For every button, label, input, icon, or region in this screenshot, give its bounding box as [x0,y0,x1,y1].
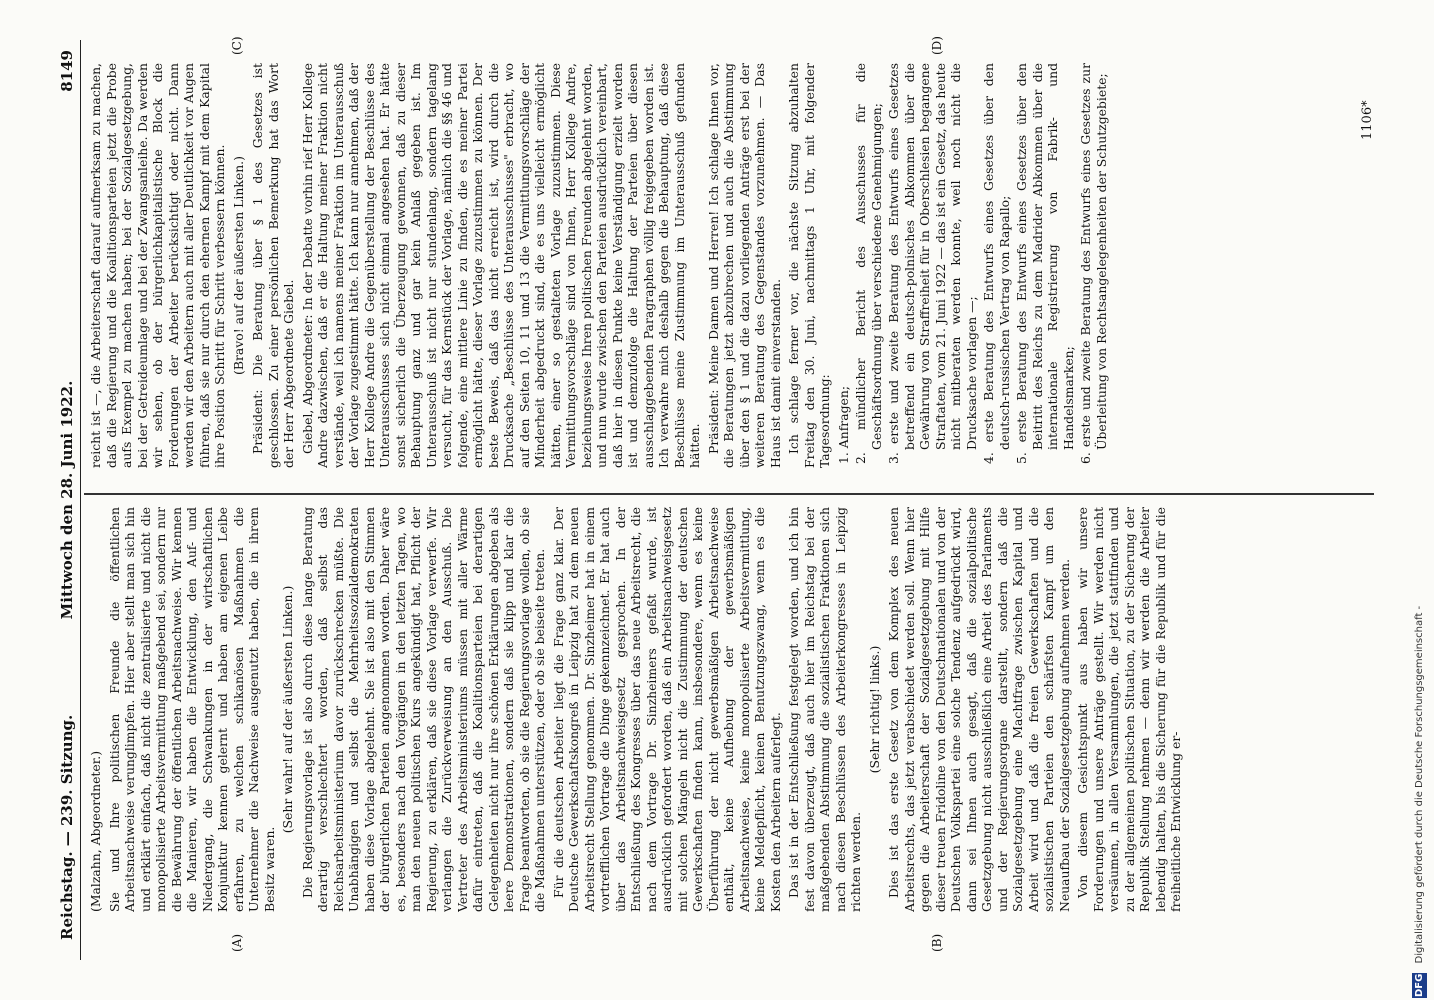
paragraph: Das ist in der Entschließung festgelegt worden, und ich bin fest davon überzeugt, daß auch hier im Reichstag bei der maßgebenden Abstimmung die sozialistischen Fraktionen sich nach diesen Beschlüssen des Arbeiterkongresses in Leipzig richten werden. [786,507,863,912]
interjection: (Bravo! auf der äußersten Linken.) [230,156,246,375]
right-column [88,63,1388,468]
header-date: Mittwoch den 28. Juni 1922. [58,380,76,620]
giebel-statement: Giebel, Abgeordneter: In der Debatte vorhin rief Herr Kollege Andre dazwischen, daß er die Haltung meiner Fraktion nicht verstände, weil ich namens meiner Fraktion im Unterausschuß der Vorlage zugestimmt hätte. Ich kann nur annehmen, daß der Herr Kollege Andre die Gegenüberstellung der Beschlüsse des Unterausschusses sich nicht einmal angesehen hat. Er hätte sonst sicherlich die Überzeugung gewonnen, daß zu dieser Behauptung ganz und gar kein Anlaß gegeben ist. Im Unterausschuß ist nicht nur stundenlang, sondern tagelang versucht, für das Kernstück der Vorlage, nämlich die §§ 46 und folgende, eine mittlere Linie zu finden, die es meiner Partei ermöglicht hätte, dieser Vorlage zuzustimmen zu können. Der beste Beweis, daß das nicht erreicht ist, wird durch die Drucksache „Beschlüsse des Unterausschusses" erbracht, wo auf den Seiten 10, 11 und 13 die Vermittlungsvorschläge der Minderheit abgedruckt sind, die es uns vielleicht ermöglicht hätten, einer so gestalteten Vorlage zuzustimmen. Diese Vermittlungsvorschläge sind von Ihnen, Herr Kollege Andre, beziehungsweise Ihren politischen Freunden abgelehnt worden, und nun wurde zwischen den Parteien ausdrücklich vereinbart, daß hier in diesen Punkte keine Verständigung erzielt worden ist und demzufolge die Haltung der Parteien über diesen ausschlaggebenden Paragraphen völlig freigegeben worden ist. Ich verwahre mich deshalb gegen die Behauptung, daß diese Beschlüsse meine Zustimmung im Unterausschuß gefunden hätten. [299,63,702,468]
dfg-note-text: Digitalisierung gefördert durch die Deutsche Forschungsgemeinschaft - [1414,605,1425,964]
paragraph: reicht ist —, die Arbeiterschaft darauf aufmerksam zu machen, daß die Regierung und die Koalitionsparteien jetzt die Probe aufs Exempel zu machen haben; bei der Sozialgesetzgebung, bei der Getreideumlage und bei der Zwangsanleihe. Da werden wir sehen, ob der bürgerlichkapitalistische Block die Forderungen der Arbeiter berücksichtigt oder nicht. Dann werden wir den Arbeitern auch mit aller Deutlichkeit vor Augen führen, daß sie nur durch den ehernen Kampf mit dem Kapital ihre Position Schritt für Schritt verbessern können. [88,63,227,468]
margin-marker-a: (A) [230,933,244,952]
margin-marker-c: (C) [230,36,244,55]
agenda-item: 2. mündlicher Bericht des Ausschusses für die Geschäftsordnung über verschiedene Genehmigungen; [853,63,884,464]
interjection: (Sehr wahr! auf der äußersten Linken.) [280,585,295,834]
margin-marker-d: (D) [930,36,944,55]
dfg-note [1412,8,1432,998]
paragraph: Sie und Ihre politischen Freunde die öffentlichen Arbeitsnachweise verunglimpfen. Hier aber stellt man sich hin und erklärt einfach, daß nicht die zentralisierte und nicht die monopolisierte Arbeitsvermittlung maßgebend sei, sondern nur die Bewährung der öffentlichen Arbeitsnachweise. Wir kennen die Manieren, wir haben die Entwicklung, den Auf- und Niedergang, die Schwankungen in der wirtschaftlichen Konjunktur kennen gelernt und haben am eigenen Leibe erfahren, zu welchen schikanösen Maßnahmen die Unternehmer die Nachweise ausgenutzt haben, die in ihrem Besitz waren. [106,507,277,912]
president-statement: Präsident: Die Beratung über § 1 des Gesetzes ist geschlossen. Zu einer persönlichen Bemerkung hat das Wort der Herr Abgeordnete Giebel. [250,63,296,468]
paragraph: Die Regierungsvorlage ist also durch diese lange Beratung derartig verschlechtert worden, daß selbst das Reichsarbeitsministerium davor zurückschrecken müßte. Die Unabhängigen und selbst die Mehrheitssozialdemokraten haben diese Vorlage abgelehnt. Sie ist also mit den Stimmen der bürgerlichen Parteien angenommen worden. Daher wäre es, besonders nach den Vorgängen in den letzten Tagen, wo man den neuen politischen Kurs angekündigt hat, Pflicht der Regierung, zu erklären, daß sie diese Vorlage verwerfe. Wir verlangen die Zurückverweisung an den Ausschuß. Die Vertreter des Arbeitsministeriums müssen mit aller Wärme dafür eintreten, daß die Koalitionsparteien bei derartigen Gelegenheiten nicht nur ihre schönen Erklärungen abgeben als leere Demonstrationen, sondern daß sie klipp und klar die Frage beantworten, ob sie die Regierungsvorlage wollen, ob sie die Maßnahmen unterstützen, oder ob sie beiseite treten. [299,507,547,912]
president-statement: Präsident: Meine Damen und Herren! Ich schlage Ihnen vor, die Beratungen jetzt abzubrechen und auch die Abstimmung über den § 1 und die dazu vorliegenden Anträge erst bei der weiteren Beratung des Gegenstandes vorzunehmen. — Das Haus ist damit einverstanden. [705,63,783,468]
column-divider [84,494,1374,496]
paragraph: Von diesem Gesichtspunkt aus haben wir unsere Forderungen und unsere Anträge gestellt. Wir werden nicht versäumen, in allen Versammlungen, die jetzt stattfinden und zu der allgemeinen politischen Situation, zu der Sicherung der Republik Stellung nehmen — denn wir werden die Arbeiter lebendig halten, bis die Sicherung für die Republik und für die freiheitliche Entwicklung er- [1075,507,1183,912]
agenda-item: 4. erste Beratung des Entwurfs eines Gesetzes über den deutsch-russischen Vertrag von Rapallo; [981,63,1012,464]
paragraph: Dies ist das erste Gesetz von dem Komplex des neuen Arbeitsrechts, das jetzt verabschiedet werden soll. Wenn hier gegen die Arbeiterschaft der Sozialgesetzgebung mit Hilfe dieser treuen Fridoline von den Deutschnationalen und von der Deutschen Volkspartei eine solche Tendenz aufgedrückt wird, dann sei Ihnen auch gesagt, daß die sozialpolitische Gesetzgebung nicht ausschließlich eine Arbeit des Parlaments und der Regierungsorgane darstellt, sondern daß die Sozialgesetzgebung eine Machtfrage zwischen Kapital und Arbeit wird und daß die freien Gewerkschaften und die sozialistischen Parteien den schärfsten Kampf um den Neuaufbau der Sozialgesetzgebung aufnehmen werden. [886,507,1072,912]
agenda-item: 6. erste und zweite Beratung des Entwurfs eines Gesetzes zur Überleitung von Rechtsangelegenheiten der Schutzgebiete; [1078,63,1109,464]
page-header [58,40,81,960]
header-page-number: 8149 [58,50,76,92]
paragraph: Ich schlage ferner vor, die nächste Sitzung abzuhalten Freitag den 30. Juni, nachmittags 1 Uhr, mit folgender Tagesordnung: [786,63,832,468]
header-session: Reichstag. — 239. Sitzung. [58,714,76,940]
agenda-item: 5. erste Beratung des Entwurfs eines Gesetzes über den Beitritt des Reichs zu dem Madrider Abkommen über die internationale Registrierung von Fabrik- und Handelsmarken; [1014,63,1076,464]
dfg-badge: DFG [1414,973,1425,997]
left-column [88,507,1388,912]
margin-marker-b: (B) [930,933,944,952]
agenda-item: 1. Anfragen; [835,385,851,464]
interjection: (Sehr richtig! links.) [866,645,882,774]
speaker-tag: (Malzahn, Abgeordneter.) [88,750,103,912]
agenda-item: 3. erste und zweite Beratung des Entwurfs eines Gesetzes betreffend ein deutsch-polnisches Abkommen über die Gewährung von Straffreiheit für in Oberschlesien begangene Straftaten, vom 21. Juni 1922 — das ist ein Gesetz, das heute nicht mitberaten werden konnte, weil noch nicht die Drucksache vorlagen —; [886,63,979,464]
page-reference: 1106* [1360,100,1375,140]
paragraph: Für die deutschen Arbeiter liegt die Frage ganz klar. Der Deutsche Gewerkschaftskongreß in Leipzig hat zu dem neuen Arbeitsrecht Stellung genommen. Dr. Sinzheimer hat in einem vortrefflichen Vortrage die Dinge gekennzeichnet. Er hat auch über das Arbeitsnachweisgesetz gesprochen. In der Entschließung des Kongresses über das neue Arbeitsrecht, die nach dem Vortrage Dr. Sinzheimers gefaßt wurde, ist ausdrücklich gefordert worden, daß ein Arbeitsnachweisgesetz mit solchen Mängeln nicht die Zustimmung der deutschen Gewerkschaften finden kann, insbesondere, wenn es keine Überführung der nicht gewerbsmäßigen Arbeitsnachweise enthält, keine Aufhebung der gewerbsmäßigen Arbeitsnachweise, keine monopolisierte Arbeitsvermittlung, keine Meldepflicht, keinen Benutzungszwang, wenn es die Kosten den Arbeitern auferlegt. [550,507,783,912]
